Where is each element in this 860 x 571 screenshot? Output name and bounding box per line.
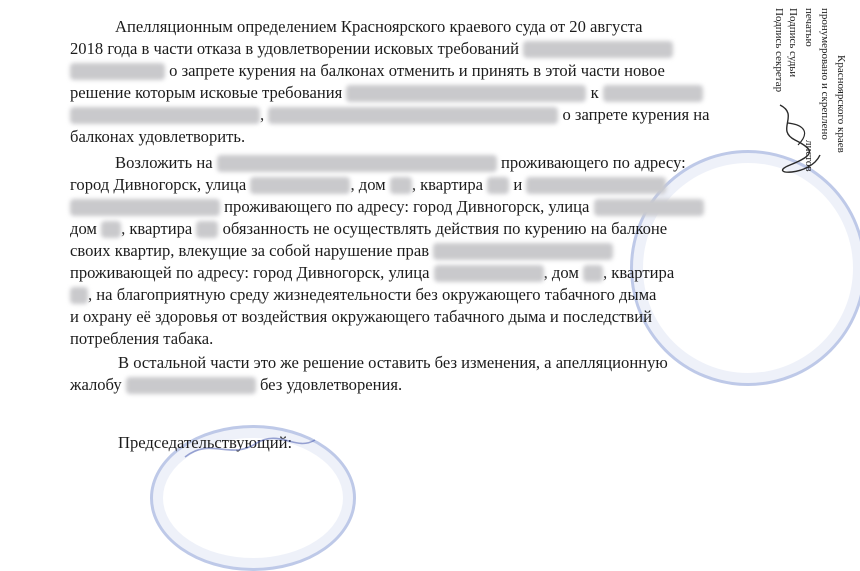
text-segment: своих квартир, влекущие за собой нарушение прав — [70, 241, 434, 260]
text-line — [70, 262, 674, 284]
text-line — [115, 16, 643, 38]
text-segment: Возложить на — [115, 153, 217, 172]
text-segment: город Дивногорск, улица — [70, 175, 251, 194]
redacted-name — [70, 287, 88, 304]
redacted-name — [583, 265, 603, 282]
redacted-name — [70, 63, 165, 80]
text-segment: без удовлетворения. — [255, 375, 403, 394]
redacted-name — [390, 177, 412, 194]
redacted-name — [70, 107, 260, 124]
redacted-name — [268, 107, 558, 124]
text-line — [118, 352, 668, 374]
text-segment: и — [509, 175, 527, 194]
text-segment: 2018 года в части отказа в удовлетворении исковых требований — [70, 39, 524, 58]
judge-signature — [770, 95, 830, 185]
text-segment: потребления табака. — [70, 329, 214, 348]
text-segment: , квартира — [121, 219, 197, 238]
margin-note-seal: печатью — [803, 8, 815, 47]
redacted-name — [526, 177, 666, 194]
text-line — [70, 174, 666, 196]
margin-note-numbered: пронумеровано и скреплено — [819, 8, 831, 140]
text-segment: , дом — [350, 175, 390, 194]
redacted-name — [70, 199, 220, 216]
text-segment: Председательствующий: — [118, 433, 293, 452]
text-line — [115, 152, 686, 174]
redacted-name — [217, 155, 497, 172]
redacted-name — [101, 221, 121, 238]
text-line — [70, 38, 673, 60]
text-segment: к — [586, 83, 603, 102]
redacted-name — [346, 85, 586, 102]
text-segment: решение которым исковые требования — [70, 83, 347, 102]
text-line — [70, 240, 613, 262]
text-line — [70, 374, 402, 396]
text-line — [70, 126, 245, 148]
redacted-name — [594, 199, 704, 216]
text-segment: о запрете курения на — [558, 105, 710, 124]
text-segment: , дом — [543, 263, 583, 282]
text-segment: , на благоприятную среду жизнедеятельности без окружающего табачного дыма — [88, 285, 657, 304]
margin-note-secretary-signature: Подпись секретар — [773, 8, 785, 93]
redacted-name — [523, 41, 673, 58]
redacted-name — [196, 221, 218, 238]
text-line — [70, 328, 213, 350]
text-line — [70, 196, 704, 218]
text-segment: , квартира — [602, 263, 675, 282]
redacted-name — [603, 85, 703, 102]
text-segment: балконах удовлетворить. — [70, 127, 246, 146]
text-segment: В остальной части это же решение оставить без изменения, а апелляционную — [118, 353, 668, 372]
text-segment: Апелляционным определением Красноярского краевого суда от 20 августа — [115, 17, 643, 36]
text-line — [70, 284, 656, 306]
text-segment: проживающей по адресу: город Дивногорск, улица — [70, 263, 434, 282]
text-segment: и охрану её здоровья от воздействия окружающего табачного дыма и последствий — [70, 307, 653, 326]
text-line — [70, 60, 665, 82]
redacted-name — [433, 243, 613, 260]
margin-note-court: Красноярского краев — [835, 55, 847, 153]
redacted-name — [126, 377, 256, 394]
margin-note-judge-signature: Подпись судьи — [787, 8, 799, 78]
text-segment: проживающего по адресу: город Дивногорск, улица — [220, 197, 594, 216]
redacted-name — [434, 265, 544, 282]
text-line — [70, 306, 652, 328]
text-line — [70, 218, 667, 240]
text-segment: , — [260, 105, 269, 124]
text-line — [70, 82, 703, 104]
redacted-name — [487, 177, 509, 194]
text-segment: о запрете курения на балконах отменить и принять в этой части новое — [165, 61, 665, 80]
text-line — [70, 104, 709, 126]
text-segment: дом — [70, 219, 102, 238]
margin-note-sheets: листов — [803, 140, 815, 172]
redacted-name — [250, 177, 350, 194]
text-segment: проживающего по адресу: — [496, 153, 686, 172]
bottom-signature — [180, 432, 320, 462]
text-segment: жалобу — [70, 375, 126, 394]
text-segment: , квартира — [411, 175, 488, 194]
text-segment: обязанность не осуществлять действия по курению на балконе — [218, 219, 668, 238]
